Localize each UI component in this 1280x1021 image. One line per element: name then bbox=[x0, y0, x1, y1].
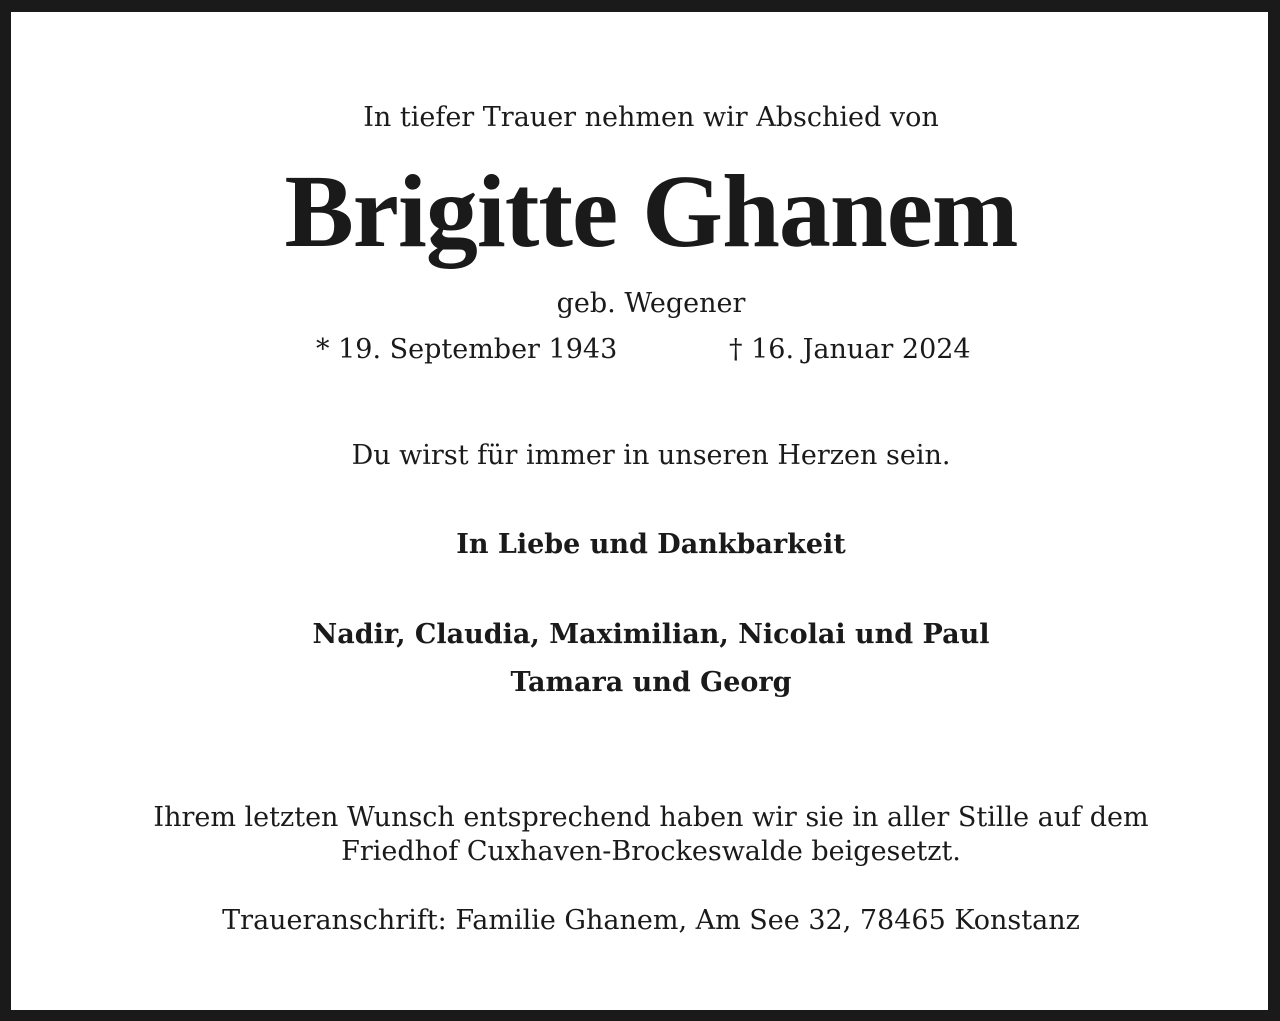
burial-note bbox=[11, 801, 1280, 869]
mourners-line: Tamara und Georg bbox=[510, 667, 792, 698]
motto-text: Du wirst für immer in unseren Herzen sein. bbox=[351, 440, 951, 471]
burial-note-line: Ihrem letzten Wunsch entsprechend haben wir sie in aller Stille auf dem bbox=[153, 802, 1149, 833]
deceased-name: Brigitte Ghanem bbox=[284, 154, 1018, 269]
intro-text: In tiefer Trauer nehmen wir Abschied von bbox=[363, 102, 939, 133]
closing-text: In Liebe und Dankbarkeit bbox=[456, 529, 846, 560]
burial-note-line: Friedhof Cuxhaven-Brockeswalde beigesetzt. bbox=[341, 836, 961, 867]
mourning-address: Traueranschrift: Familie Ghanem, Am See 32, 78465 Konstanz bbox=[222, 905, 1080, 936]
mourners-line: Nadir, Claudia, Maximilian, Nicolai und Paul bbox=[312, 619, 990, 650]
death-date: † 16. Januar 2024 bbox=[729, 334, 971, 365]
birth-date: * 19. September 1943 bbox=[316, 334, 618, 365]
maiden-name: geb. Wegener bbox=[556, 288, 746, 319]
